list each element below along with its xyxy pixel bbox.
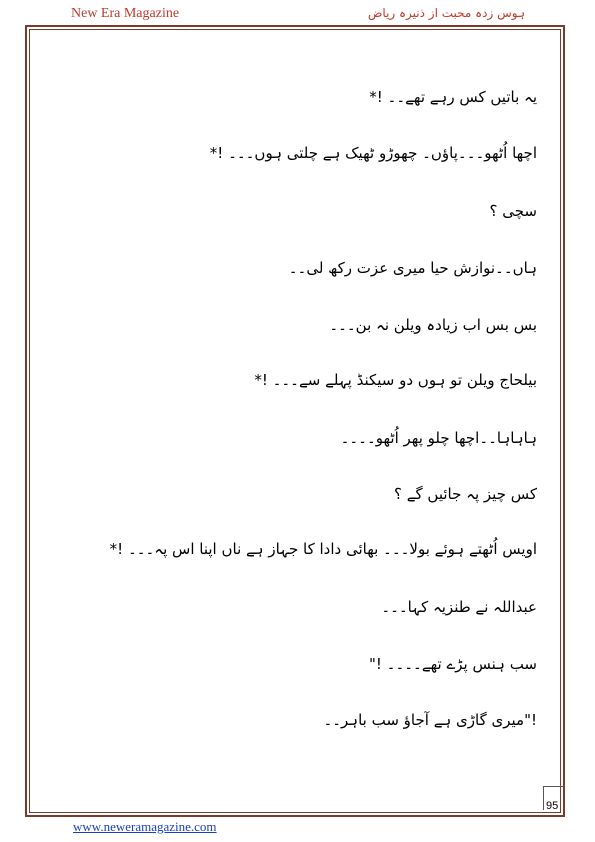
text-line-3: سچی ؟ bbox=[489, 202, 537, 220]
magazine-title: New Era Magazine bbox=[71, 6, 180, 21]
text-line-10: عبداللہ نے طنزیہ کہا۔۔۔ bbox=[381, 598, 537, 616]
story-title: ہوس زدہ محبت از ذنیرہ ریاض bbox=[367, 6, 525, 20]
text-line-4: ہاں۔۔نوازش حیا میری عزت رکھ لی۔۔ bbox=[288, 259, 537, 277]
text-line-9: اویس اُٹھتے ہوئے بولا۔۔۔ بھائی دادا کا جہاز ہے ناں اپنا اس پہ۔۔۔ !* bbox=[109, 540, 537, 558]
text-line-7: ہاہاہا۔۔اچھا چلو پھر اُٹھو۔۔۔۔ bbox=[340, 429, 537, 447]
text-line-12: !"میری گاڑی ہے آجاؤ سب باہر۔۔ bbox=[323, 711, 537, 729]
page-number: 95 bbox=[546, 800, 559, 812]
footer-website-link[interactable]: www.neweramagazine.com bbox=[73, 819, 217, 834]
text-line-5: بس بس اب زیادہ ویلن نہ بن۔۔۔ bbox=[329, 316, 537, 334]
text-line-11: سب ہنس پڑے تھے۔۔۔۔ !" bbox=[369, 655, 537, 673]
text-line-1: یہ باتیں کس رہے تھے۔۔ !* bbox=[369, 88, 537, 106]
text-line-2: اچھا اُٹھو۔۔۔پاؤں۔ چھوڑو ٹھیک ہے چلتی ہوں۔۔۔ !* bbox=[209, 144, 537, 162]
text-line-6: بیلحاج ویلن تو ہوں دو سیکنڈ پہلے سے۔۔۔ !* bbox=[254, 371, 537, 389]
text-line-8: کس چیز پہ جائیں گے ؟ bbox=[394, 485, 537, 503]
